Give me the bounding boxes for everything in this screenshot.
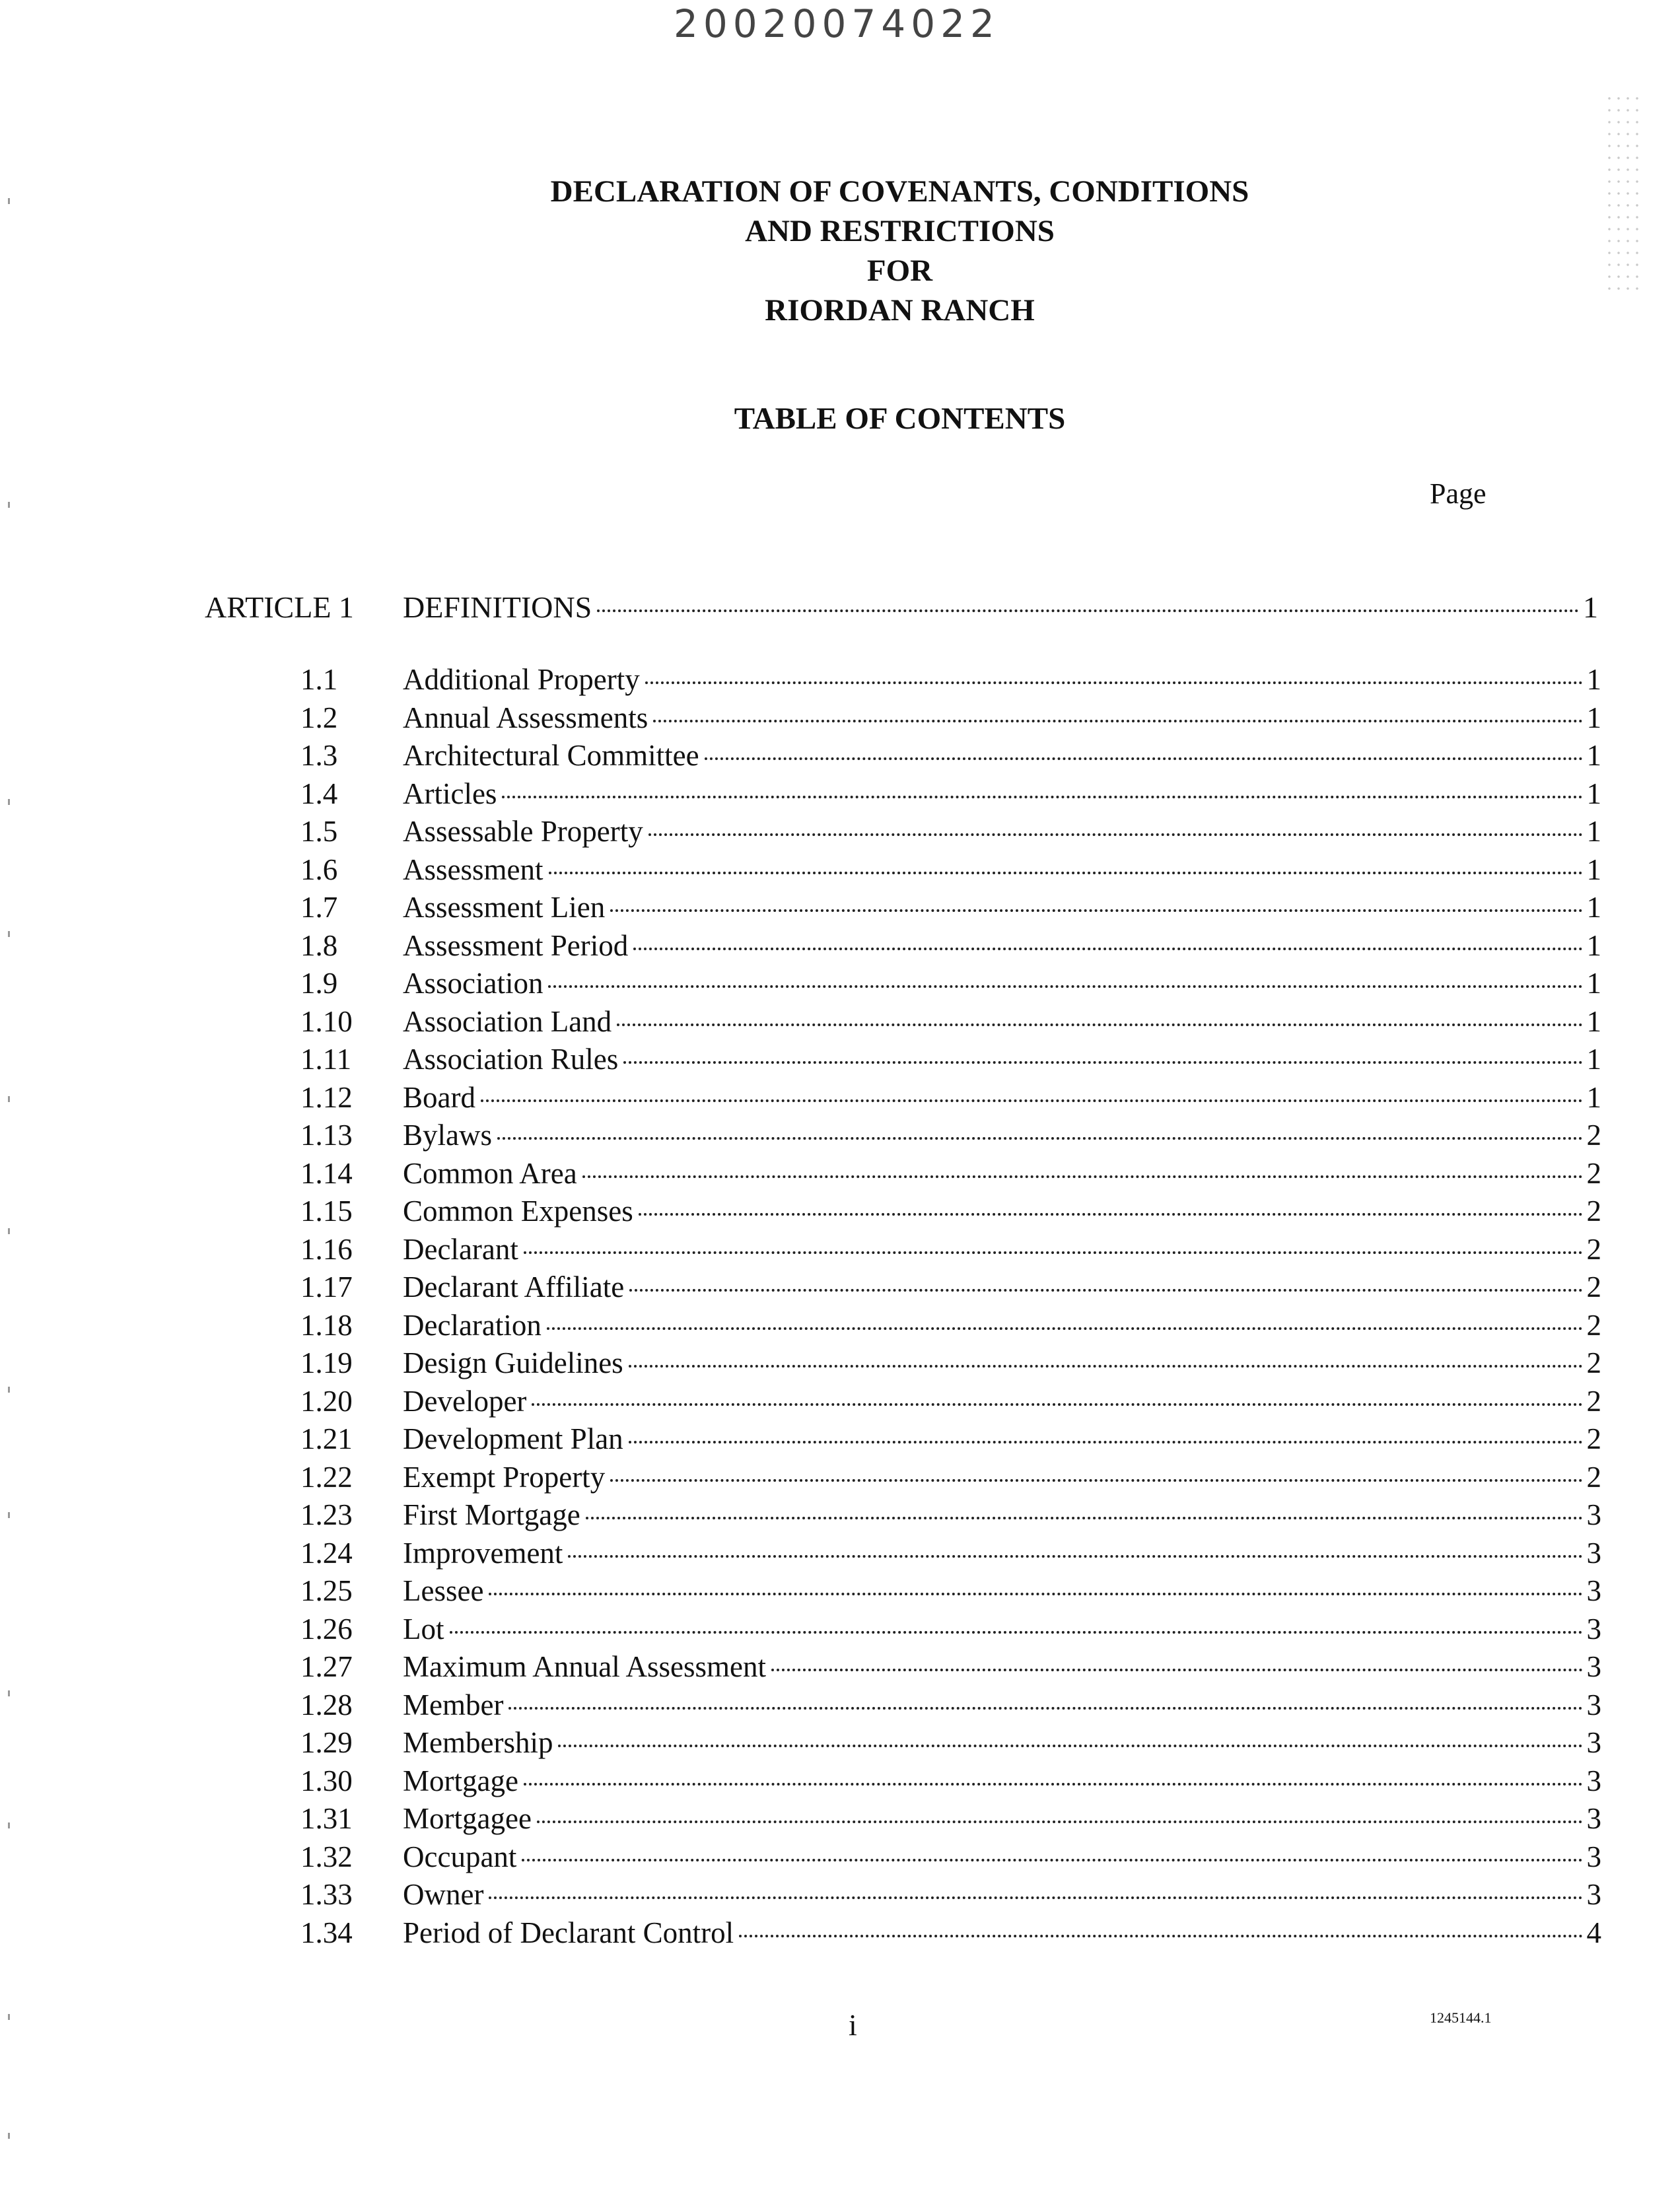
entry-label: Additional Property (403, 663, 640, 696)
toc-entry (300, 1612, 1601, 1650)
entry-label: Maximum Annual Assessment (403, 1650, 766, 1683)
entry-label: Development Plan (403, 1422, 623, 1455)
article-page: 1 (1583, 590, 1598, 624)
entry-label: Common Area (403, 1156, 577, 1190)
toc-entry (300, 1270, 1601, 1308)
entry-line (403, 1764, 1601, 1798)
dot-leader (549, 872, 1583, 874)
entry-line (403, 1080, 1601, 1115)
entry-label: Owner (403, 1878, 484, 1911)
entry-label: Common Expenses (403, 1195, 633, 1228)
entry-page: 3 (1586, 1878, 1601, 1911)
dot-leader (524, 1783, 1583, 1786)
dot-leader (610, 1479, 1582, 1482)
entry-line (403, 1232, 1601, 1267)
entry-page: 2 (1586, 1270, 1601, 1303)
entry-page: 2 (1586, 1346, 1601, 1379)
dot-leader (648, 833, 1583, 836)
entry-line (403, 852, 1601, 887)
entry-page: 3 (1586, 1688, 1601, 1721)
toc-entry (300, 662, 1601, 701)
entry-label: Association Rules (403, 1043, 619, 1076)
entry-page: 1 (1586, 891, 1601, 924)
toc-entry (300, 1840, 1601, 1878)
entry-label: Period of Declarant Control (403, 1916, 734, 1949)
document-number: 20020074022 (674, 1, 1000, 46)
entry-number: 1.29 (300, 1726, 353, 1759)
article-heading (205, 590, 1598, 629)
title-line: FOR (866, 254, 933, 288)
entry-number: 1.1 (300, 663, 338, 696)
entry-page: 1 (1586, 928, 1601, 962)
entry-line (403, 890, 1601, 924)
entry-label: Association (403, 967, 543, 1000)
dot-leader (629, 1289, 1582, 1292)
dot-leader (610, 909, 1582, 912)
toc-entry-list (300, 662, 1601, 1953)
entry-number: 1.30 (300, 1764, 353, 1797)
entry-line (403, 966, 1601, 1000)
entry-label: Assessment (403, 852, 543, 886)
entry-label: Member (403, 1688, 504, 1721)
entry-page: 3 (1586, 1498, 1601, 1531)
entry-line (403, 1725, 1601, 1760)
entry-line (403, 1877, 1601, 1912)
entry-page: 2 (1586, 1232, 1601, 1266)
entry-page: 2 (1586, 1195, 1601, 1228)
toc-entry (300, 1194, 1601, 1232)
toc-entry (300, 1042, 1601, 1080)
page-column-label: Page (1430, 477, 1487, 510)
entry-number: 1.33 (300, 1878, 353, 1911)
article-title: DEFINITIONS (403, 590, 592, 624)
entry-page: 3 (1586, 1726, 1601, 1759)
toc-entry (300, 1156, 1601, 1195)
toc-entry (300, 1498, 1601, 1536)
entry-label: Declarant Affiliate (403, 1270, 625, 1303)
entry-line (403, 1916, 1601, 1950)
dot-leader (489, 1896, 1582, 1899)
entry-number: 1.3 (300, 739, 338, 772)
title-line: DECLARATION OF COVENANTS, CONDITIONS (550, 174, 1249, 209)
entry-page: 2 (1586, 1384, 1601, 1418)
entry-number: 1.12 (300, 1080, 353, 1114)
entry-label: Assessment Period (403, 928, 629, 962)
dot-leader (497, 1137, 1583, 1140)
title-line: AND RESTRICTIONS (745, 214, 1055, 248)
entry-page: 1 (1586, 852, 1601, 886)
entry-page: 4 (1586, 1916, 1601, 1949)
toc-entry (300, 852, 1601, 891)
entry-label: Assessable Property (403, 815, 643, 848)
entry-line (403, 1156, 1601, 1191)
entry-number: 1.23 (300, 1498, 353, 1531)
entry-page: 1 (1586, 663, 1601, 696)
entry-number: 1.4 (300, 777, 338, 810)
entry-line (403, 777, 1601, 811)
dot-leader (481, 1099, 1583, 1102)
entry-line (403, 738, 1601, 773)
entry-number: 1.5 (300, 815, 338, 848)
entry-line (403, 1688, 1601, 1722)
entry-label: Membership (403, 1726, 553, 1759)
entry-page: 3 (1586, 1764, 1601, 1797)
dot-leader (597, 609, 1579, 612)
entry-label: Mortgagee (403, 1802, 532, 1835)
toc-entry (300, 1080, 1601, 1119)
entry-number: 1.15 (300, 1195, 353, 1228)
dot-leader (522, 1859, 1582, 1861)
entry-page: 2 (1586, 1308, 1601, 1342)
entry-line (403, 1194, 1601, 1228)
entry-number: 1.28 (300, 1688, 353, 1721)
entry-number: 1.27 (300, 1650, 353, 1683)
entry-line (403, 1042, 1601, 1076)
entry-label: Declaration (403, 1308, 542, 1342)
toc-entry (300, 890, 1601, 928)
entry-label: Improvement (403, 1536, 563, 1570)
entry-page: 1 (1586, 1004, 1601, 1038)
entry-label: Association Land (403, 1004, 612, 1038)
dot-leader (532, 1403, 1582, 1406)
dot-leader (547, 1327, 1583, 1330)
entry-line (403, 1004, 1601, 1039)
dot-leader (537, 1821, 1583, 1823)
toc-entry (300, 1232, 1601, 1270)
dot-leader (617, 1024, 1582, 1026)
dot-leader (508, 1707, 1582, 1710)
entry-page: 3 (1586, 1840, 1601, 1873)
entry-label: First Mortgage (403, 1498, 580, 1531)
entry-page: 1 (1586, 815, 1601, 848)
entry-line (403, 1536, 1601, 1570)
entry-number: 1.18 (300, 1308, 353, 1342)
entry-page: 1 (1586, 777, 1601, 810)
entry-number: 1.7 (300, 891, 338, 924)
entry-number: 1.11 (300, 1043, 352, 1076)
entry-label: Annual Assessments (403, 701, 648, 734)
entry-page: 3 (1586, 1612, 1601, 1646)
toc-entry (300, 1877, 1601, 1916)
entry-line (403, 814, 1601, 849)
entry-number: 1.24 (300, 1536, 353, 1570)
entry-line (403, 1801, 1601, 1836)
toc-entry (300, 777, 1601, 815)
dot-leader (623, 1061, 1582, 1064)
article-number: ARTICLE 1 (205, 590, 354, 624)
entry-line (403, 1118, 1601, 1152)
toc-heading: TABLE OF CONTENTS (734, 401, 1066, 436)
scan-artifact (1605, 92, 1644, 297)
entry-line (403, 1649, 1601, 1684)
entry-number: 1.19 (300, 1346, 353, 1379)
toc-entry (300, 1308, 1601, 1346)
entry-number: 1.9 (300, 967, 338, 1000)
entry-label: Developer (403, 1384, 527, 1418)
entry-number: 1.10 (300, 1004, 353, 1038)
dot-leader (558, 1745, 1582, 1747)
toc-entry (300, 1384, 1601, 1422)
entry-number: 1.6 (300, 852, 338, 886)
entry-page: 3 (1586, 1574, 1601, 1607)
document-title (462, 172, 1337, 330)
entry-number: 1.13 (300, 1119, 353, 1152)
toc-entry (300, 966, 1601, 1004)
entry-label: Declarant (403, 1232, 518, 1266)
dot-leader (705, 757, 1583, 760)
entry-line (403, 1308, 1601, 1342)
toc-entry (300, 1422, 1601, 1460)
toc-entry (300, 1536, 1601, 1574)
dot-leader (489, 1593, 1582, 1595)
entry-line (403, 1840, 1601, 1874)
dot-leader (582, 1175, 1583, 1178)
entry-page: 1 (1586, 1043, 1601, 1076)
toc-entry (300, 928, 1601, 967)
toc-entry (300, 1916, 1601, 1954)
entry-page: 1 (1586, 1080, 1601, 1114)
entry-label: Bylaws (403, 1119, 492, 1152)
entry-line (403, 1574, 1601, 1608)
toc-entry (300, 1004, 1601, 1043)
entry-page: 2 (1586, 1156, 1601, 1190)
entry-label: Mortgage (403, 1764, 518, 1797)
toc-entry (300, 1649, 1601, 1688)
dot-leader (450, 1631, 1583, 1634)
entry-page: 1 (1586, 967, 1601, 1000)
dot-leader (524, 1251, 1583, 1254)
toc-entry (300, 1688, 1601, 1726)
toc-entry (300, 1118, 1601, 1156)
dot-leader (629, 1441, 1583, 1443)
toc-entry (300, 738, 1601, 777)
entry-number: 1.16 (300, 1232, 353, 1266)
dot-leader (548, 985, 1582, 988)
entry-line (403, 1612, 1601, 1646)
toc-entry (300, 1574, 1601, 1612)
dot-leader (771, 1669, 1583, 1671)
dot-leader (502, 796, 1582, 798)
entry-label: Lessee (403, 1574, 484, 1607)
entry-number: 1.14 (300, 1156, 353, 1190)
entry-number: 1.22 (300, 1460, 353, 1494)
entry-label: Board (403, 1080, 475, 1114)
dot-leader (645, 681, 1583, 684)
entry-line (403, 701, 1601, 735)
toc-entry (300, 814, 1601, 852)
article-title-row (403, 590, 1598, 625)
entry-number: 1.8 (300, 928, 338, 962)
title-line: RIORDAN RANCH (765, 293, 1035, 328)
entry-number: 1.2 (300, 701, 338, 734)
entry-label: Assessment Lien (403, 891, 606, 924)
entry-number: 1.34 (300, 1916, 353, 1949)
entry-label: Architectural Committee (403, 739, 699, 772)
footer-page-number: i (849, 2008, 857, 2042)
entry-page: 2 (1586, 1422, 1601, 1455)
toc-entry (300, 1346, 1601, 1384)
entry-line (403, 1498, 1601, 1532)
entry-label: Design Guidelines (403, 1346, 623, 1379)
entry-number: 1.21 (300, 1422, 353, 1455)
entry-label: Occupant (403, 1840, 517, 1873)
entry-line (403, 662, 1601, 697)
entry-number: 1.32 (300, 1840, 353, 1873)
entry-page: 2 (1586, 1460, 1601, 1494)
toc-entry (300, 1460, 1601, 1498)
toc-entry (300, 1725, 1601, 1764)
toc-entry (300, 701, 1601, 739)
dot-leader (586, 1517, 1583, 1519)
entry-page: 3 (1586, 1650, 1601, 1683)
entry-number: 1.31 (300, 1802, 353, 1835)
entry-line (403, 1346, 1601, 1380)
toc-entry (300, 1801, 1601, 1840)
dot-leader (739, 1935, 1582, 1937)
entry-number: 1.25 (300, 1574, 353, 1607)
entry-page: 1 (1586, 739, 1601, 772)
dot-leader (653, 720, 1582, 722)
dot-leader (633, 948, 1582, 950)
entry-line (403, 1460, 1601, 1494)
dot-leader (639, 1213, 1583, 1216)
entry-label: Exempt Property (403, 1460, 606, 1494)
entry-line (403, 1270, 1601, 1304)
entry-line (403, 1422, 1601, 1456)
entry-page: 3 (1586, 1802, 1601, 1835)
entry-line (403, 928, 1601, 963)
entry-number: 1.26 (300, 1612, 353, 1646)
dot-leader (568, 1555, 1582, 1558)
entry-line (403, 1384, 1601, 1418)
entry-page: 2 (1586, 1119, 1601, 1152)
entry-number: 1.17 (300, 1270, 353, 1303)
entry-page: 1 (1586, 701, 1601, 734)
entry-number: 1.20 (300, 1384, 353, 1418)
dot-leader (629, 1365, 1583, 1368)
entry-label: Articles (403, 777, 497, 810)
entry-page: 3 (1586, 1536, 1601, 1570)
entry-label: Lot (403, 1612, 444, 1646)
footer-doc-code: 1245144.1 (1430, 2009, 1492, 2026)
toc-entry (300, 1764, 1601, 1802)
